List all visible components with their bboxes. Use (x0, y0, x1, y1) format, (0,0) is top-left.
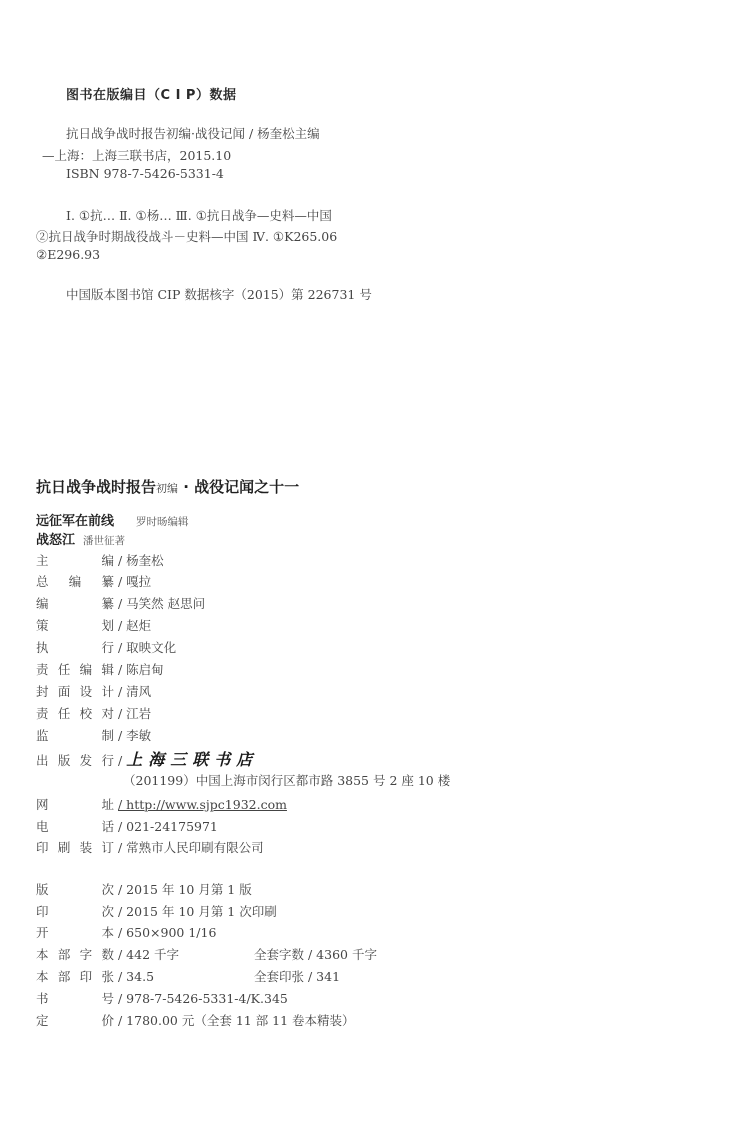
book-title-main: 抗日战争战时报告 (36, 478, 157, 496)
cip-line-classification-3: ②E296.93 (36, 247, 101, 262)
book-series-title (36, 476, 299, 497)
publisher-address: （201199）中国上海市闵行区都市路 3855 号 2 座 10 楼 (123, 773, 451, 788)
credit-row: 执行 / 取映文化 (36, 640, 177, 655)
spec-col2: 全套印张 / 341 (254, 969, 341, 984)
cip-line-isbn: ISBN 978-7-5426-5331-4 (66, 166, 224, 181)
volume-title-1 (36, 510, 189, 529)
credit-row: 监制 / 李敏 (36, 728, 152, 743)
spec-col2: 全套字数 / 4360 千字 (254, 947, 377, 962)
volume-2-author: 潘世征著 (83, 535, 126, 547)
credit-row: 印刷装订 / 常熟市人民印刷有限公司 (36, 840, 264, 855)
book-title-small: 初编 (156, 482, 179, 495)
spec-row: 书号 / 978-7-5426-5331-4/K.345 (36, 991, 288, 1006)
cip-line-data-number: 中国版本图书馆 CIP 数据核字（2015）第 226731 号 (66, 287, 372, 302)
credit-row: 策划 / 赵炬 (36, 618, 152, 633)
cip-line-publisher: —上海：上海三联书店，2015.10 (42, 148, 232, 163)
credit-row: 封面设计 / 清风 (36, 684, 152, 699)
credit-row-publisher: 出版发行 / 上海三联书店 (36, 750, 259, 769)
credit-row: 编纂 / 马笑然 赵思问 (36, 596, 206, 611)
cip-line-classification-2: ②抗日战争时期战役战斗－史料—中国 Ⅳ. ①K265.06 (36, 229, 338, 244)
spec-row: 本部字数 / 442 千字 全套字数 / 4360 千字 (36, 947, 377, 962)
volume-1-name: 远征军在前线 (36, 514, 115, 529)
spec-row: 印次 / 2015 年 10 月第 1 次印刷 (36, 904, 277, 919)
spec-row: 本部印张 / 34.5 全套印张 / 341 (36, 969, 341, 984)
credit-row: 电话 / 021-24175971 (36, 819, 218, 834)
volume-1-author: 罗时旸编辑 (136, 516, 189, 528)
spec-row: 定价 / 1780.00 元（全套 11 部 11 卷本精装） (36, 1013, 355, 1028)
credit-row: 主编 / 杨奎松 (36, 553, 164, 568)
cip-line-classification-1: Ⅰ. ①抗… Ⅱ. ①杨… Ⅲ. ①抗日战争—史料—中国 (66, 208, 332, 223)
cip-title: 图书在版编目（C I P）数据 (66, 88, 237, 103)
spec-row: 开本 / 650×900 1/16 (36, 925, 217, 940)
volume-title-2 (36, 529, 125, 548)
credit-row: 责任校对 / 江岩 (36, 706, 152, 721)
spec-row: 版次 / 2015 年 10 月第 1 版 (36, 882, 252, 897)
credit-row: 总编纂 / 嘎拉 (36, 574, 152, 589)
book-title-rest: · 战役记闻之十一 (178, 478, 300, 496)
volume-2-name: 战怒江 (36, 533, 76, 548)
cip-line-title: 抗日战争战时报告初编·战役记闻 / 杨奎松主编 (66, 126, 320, 141)
website-link[interactable]: / http://www.sjpc1932.com (118, 797, 287, 812)
credit-row: 责任编辑 / 陈启甸 (36, 662, 164, 677)
credit-row-website: 网址 / http://www.sjpc1932.com (36, 797, 287, 812)
publisher-logo: 上海三联书店 (126, 750, 259, 769)
